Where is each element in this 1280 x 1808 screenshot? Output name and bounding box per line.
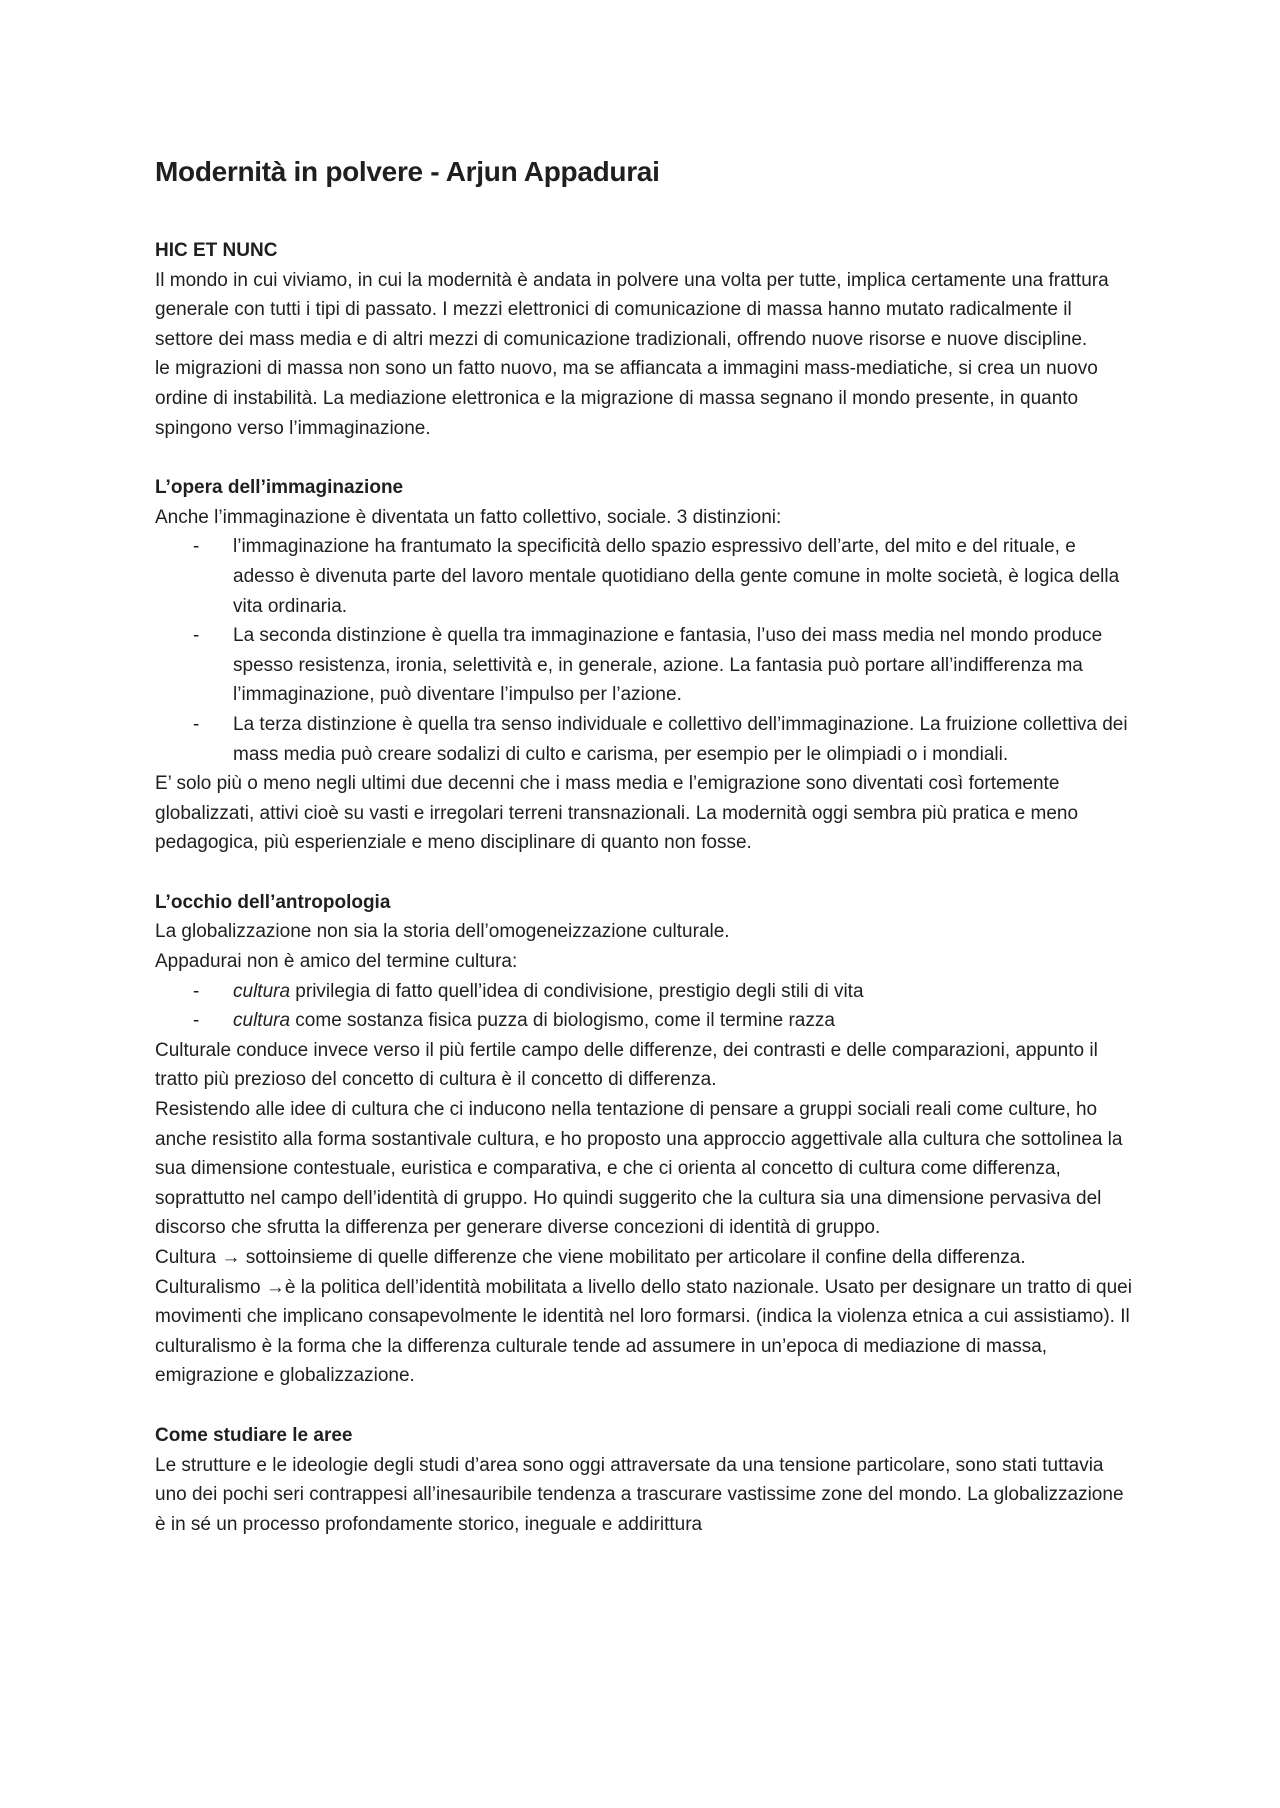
list-item: - l’immaginazione ha frantumato la specificità dello spazio espressivo dell’arte, del mito e del rituale, e adesso è divenuta parte del lavoro mentale quotidiano della gente comune in molte società, è logica della vita ordinaria. [233, 532, 1135, 621]
list-item [233, 1006, 1135, 1036]
list-item [233, 977, 1135, 1007]
section-occhio-antropologia [155, 888, 1135, 1391]
italic-term: cultura [233, 1010, 291, 1032]
section-studiare-aree [155, 1421, 1135, 1539]
paragraph: Appadurai non è amico del termine cultura: [155, 951, 518, 973]
paragraph: La globalizzazione non sia la storia dell’omogeneizzazione culturale. [155, 921, 730, 943]
section-hic-et-nunc [155, 236, 1135, 443]
paragraph: Culturalismo →è la politica dell’identità mobilitata a livello dello stato nazionale. Usato per designare un tratto di quei movimenti che implicano consapevolmente le identità nel loro formarsi. (indica la violenza etnica a cui assistiamo). Il culturalismo è la forma che la differenza culturale tende ad assumere in un’epoca di mediazione di massa, emigrazione e globalizzazione. [155, 1276, 1132, 1387]
section-heading: HIC ET NUNC [155, 240, 278, 261]
section-heading: L’opera dell’immaginazione [155, 477, 404, 499]
section-heading: Come studiare le aree [155, 1424, 353, 1446]
page-title: Modernità in polvere - Arjun Appadurai [155, 156, 660, 187]
list-item-text: come sostanza fisica puzza di biologismo, come il termine razza [290, 1010, 835, 1032]
paragraph: le migrazioni di massa non sono un fatto nuovo, ma se affiancata a immagini mass-mediatiche, si crea un nuovo ordine di instabilità. La mediazione elettronica e la migrazione di massa segnano il mondo presente, in quanto spingono verso l’immaginazione. [155, 358, 1098, 439]
list-item: - La seconda distinzione è quella tra immaginazione e fantasia, l’uso dei mass media nel mondo produce spesso resistenza, ironia, selettività e, in generale, azione. La fantasia può portare all’indifferenza ma l’immaginazione, può diventare l’impulso per l’azione. [233, 621, 1135, 710]
list-item: - La terza distinzione è quella tra senso individuale e collettivo dell’immaginazione. La fruizione collettiva dei mass media può creare sodalizi di culto e carisma, per esempio per le olimpiadi o i mondiali. [233, 710, 1135, 769]
paragraph: E’ solo più o meno negli ultimi due decenni che i mass media e l’emigrazione sono diventati così fortemente globalizzati, attivi cioè su vasti e irregolari terreni transnazionali. La modernità oggi sembra più pratica e meno pedagogica, più esperienziale e meno disciplinare di quanto non fosse. [155, 773, 1079, 854]
paragraph: Il mondo in cui viviamo, in cui la modernità è andata in polvere una volta per tutte, implica certamente una frattura generale con tutti i tipi di passato. I mezzi elettronici di comunicazione di massa hanno mutato radicalmente il settore dei mass media e di altri mezzi di comunicazione tradizionali, offrendo nuove risorse e nuove discipline. [155, 269, 1109, 350]
document-page [155, 154, 1135, 1569]
section-heading: L’occhio dell’antropologia [155, 891, 391, 913]
italic-term: cultura [233, 980, 291, 1002]
paragraph: Cultura → sottoinsieme di quelle differenze che viene mobilitato per articolare il confine della differenza. [155, 1247, 1026, 1268]
paragraph: Culturale conduce invece verso il più fertile campo delle differenze, dei contrasti e delle comparazioni, appunto il tratto più prezioso del concetto di cultura è il concetto di differenza. [155, 1039, 1098, 1091]
paragraph: Le strutture e le ideologie degli studi d’area sono oggi attraversate da una tensione particolare, sono stati tuttavia uno dei pochi seri contrappesi all’inesauribile tendenza a trascurare vastissime zone del mondo. La globalizzazione è in sé un processo profondamente storico, ineguale e addirittura [155, 1454, 1124, 1535]
bullet-list [155, 977, 1135, 1036]
list-item-text: privilegia di fatto quell’idea di condivisione, prestigio degli stili di vita [290, 980, 864, 1002]
paragraph: Resistendo alle idee di cultura che ci inducono nella tentazione di pensare a gruppi sociali reali come culture, ho anche resistito alla forma sostantivale cultura, e ho proposto una approccio aggettivale alla cultura che sottolinea la sua dimensione contestuale, euristica e comparativa, e che ci orienta al concetto di cultura come differenza, soprattutto nel campo dell’identità di gruppo. Ho quindi suggerito che la cultura sia una dimensione pervasiva del discorso che sfrutta la differenza per generare diverse concezioni di identità di gruppo. [155, 1099, 1123, 1239]
bullet-list [155, 532, 1135, 769]
paragraph: Anche l’immaginazione è diventata un fatto collettivo, sociale. 3 distinzioni: [155, 506, 782, 528]
section-opera-immaginazione [155, 473, 1135, 858]
